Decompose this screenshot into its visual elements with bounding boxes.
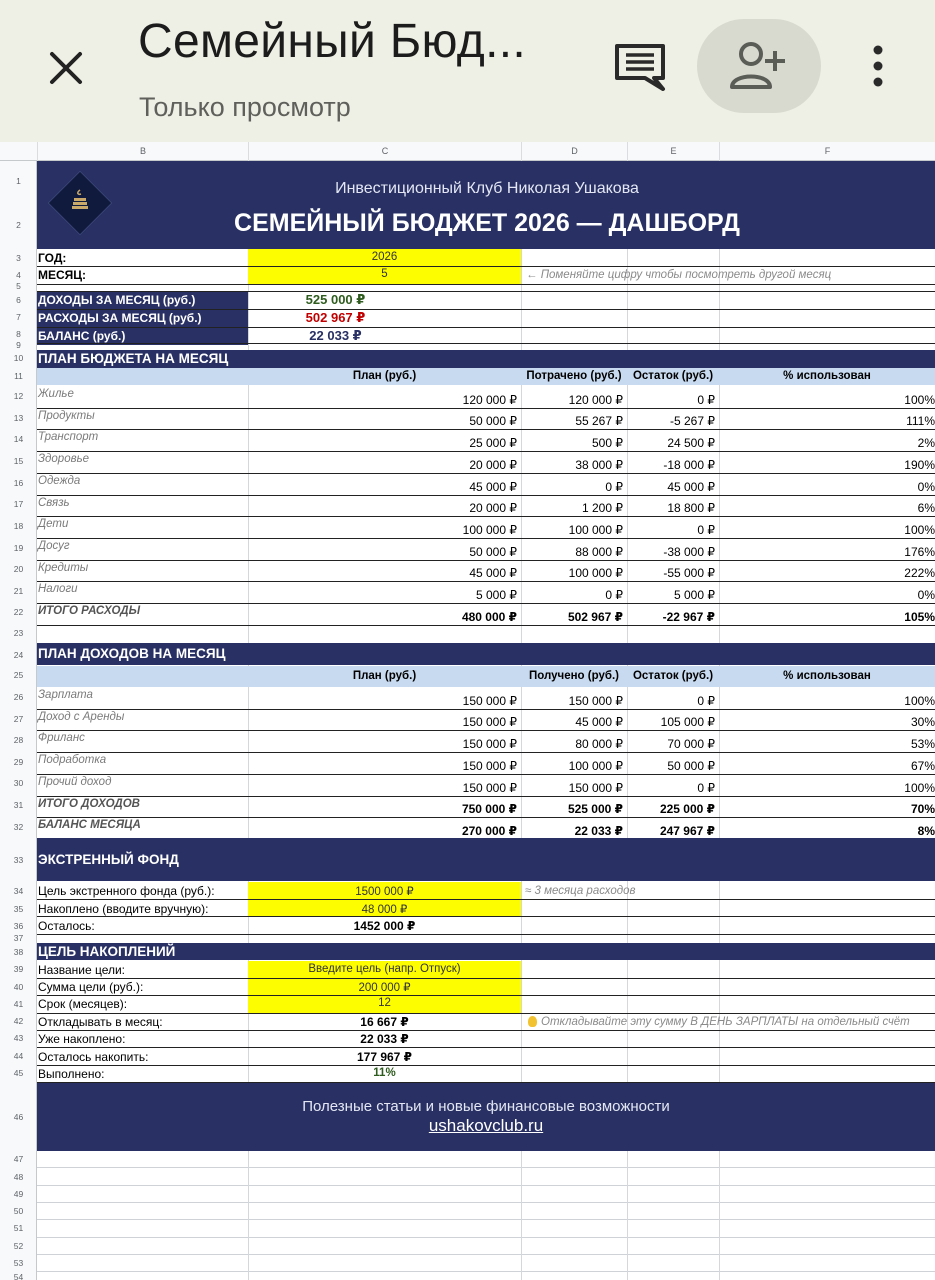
row-plan-value: 45 000 ₽ xyxy=(469,479,517,494)
row-plan-value: 750 000 ₽ xyxy=(461,802,517,817)
row-number[interactable]: 19 xyxy=(13,543,24,553)
row-category-name: Дети xyxy=(38,518,69,531)
expense-value: 502 967 ₽ xyxy=(305,310,366,325)
row-rest-value: 24 500 ₽ xyxy=(667,436,715,451)
emergency-saved-input[interactable]: 48 000 ₽ xyxy=(361,904,408,916)
grid-line xyxy=(521,1151,522,1280)
row-category-name: ИТОГО РАСХОДЫ xyxy=(38,605,141,617)
grid-line xyxy=(248,1151,249,1280)
row-percent-value: 100% xyxy=(904,522,935,537)
row-category-name: Кредиты xyxy=(38,561,89,574)
row-number[interactable]: 5 xyxy=(16,281,21,291)
grid-line xyxy=(37,995,935,996)
row-actual-value: 502 967 ₽ xyxy=(567,609,623,624)
close-button[interactable] xyxy=(40,42,92,94)
grid-line xyxy=(37,1254,935,1255)
row-rest-value: 0 ₽ xyxy=(697,693,715,708)
row-number[interactable]: 20 xyxy=(13,564,24,574)
expense-label: РАСХОДЫ ЗА МЕСЯЦ (руб.) xyxy=(37,310,248,327)
grid-line xyxy=(37,284,935,285)
grid-line xyxy=(37,1013,935,1014)
budget-section-title: ПЛАН БЮДЖЕТА НА МЕСЯЦ xyxy=(38,351,229,366)
row-actual-value: 525 000 ₽ xyxy=(567,802,623,817)
footer-link[interactable]: ushakovclub.ru xyxy=(428,1116,544,1135)
balance-value: 22 033 ₽ xyxy=(309,328,362,343)
savings-sum-label: Сумма цели (руб.): xyxy=(38,980,144,994)
emergency-goal-input[interactable]: 1500 000 ₽ xyxy=(355,886,414,898)
row-percent-value: 30% xyxy=(910,715,935,730)
row-number[interactable]: 6 xyxy=(16,295,21,305)
emergency-left-label: Осталось: xyxy=(38,919,95,933)
row-category-name: Прочий доход xyxy=(38,775,112,788)
grid-line xyxy=(37,1065,935,1066)
row-percent-value: 0% xyxy=(917,479,935,494)
row-number[interactable]: 12 xyxy=(13,391,24,401)
row-rest-value: 50 000 ₽ xyxy=(667,758,715,773)
row-actual-value: 150 000 ₽ xyxy=(568,693,623,708)
grid-line xyxy=(37,1237,935,1238)
savings-monthly-value: 16 667 ₽ xyxy=(360,1015,409,1029)
row-rest-value: 18 800 ₽ xyxy=(667,501,715,516)
row-plan-value: 150 000 ₽ xyxy=(462,737,517,752)
income-header-rest: Остаток (руб.) xyxy=(632,670,714,682)
comment-icon xyxy=(612,40,668,96)
column-header-e[interactable]: E xyxy=(627,142,719,161)
row-number[interactable]: 43 xyxy=(13,1033,24,1043)
row-number[interactable]: 51 xyxy=(13,1223,24,1233)
more-options-button[interactable] xyxy=(860,42,896,92)
savings-monthly-label: Откладывать в месяц: xyxy=(38,1015,163,1029)
row-number[interactable]: 14 xyxy=(13,434,24,444)
row-category-name: Продукты xyxy=(38,409,95,422)
grid-line xyxy=(37,1202,935,1203)
column-header-b[interactable]: B xyxy=(37,142,248,161)
income-label: ДОХОДЫ ЗА МЕСЯЦ (руб.) xyxy=(37,292,248,309)
row-actual-value: 0 ₽ xyxy=(605,588,623,602)
row-number[interactable]: 44 xyxy=(13,1051,24,1061)
row-category-name: Налоги xyxy=(38,583,78,596)
row-category-name: БАЛАНС МЕСЯЦА xyxy=(38,819,141,832)
income-header-pct: % использован xyxy=(783,670,871,682)
row-plan-value: 100 000 ₽ xyxy=(462,522,517,537)
row-number[interactable]: 7 xyxy=(16,312,21,322)
row-plan-value: 20 000 ₽ xyxy=(469,501,517,516)
budget-header-spent: Потрачено (руб.) xyxy=(526,370,622,382)
row-number[interactable]: 54 xyxy=(13,1272,24,1280)
grid-line xyxy=(719,1151,720,1280)
row-number[interactable]: 38 xyxy=(13,947,24,957)
coin-stack-icon xyxy=(62,185,98,221)
footer-text: Полезные статьи и новые финансовые возможности xyxy=(302,1098,670,1115)
grid-line xyxy=(627,1151,628,1280)
row-rest-value: -22 967 ₽ xyxy=(662,609,715,624)
row-plan-value: 25 000 ₽ xyxy=(469,436,517,451)
grid-line xyxy=(37,899,935,900)
grid-line xyxy=(37,560,935,561)
income-header-plan: План (руб.) xyxy=(352,670,417,682)
row-number[interactable]: 41 xyxy=(13,999,24,1009)
savings-section-title: ЦЕЛЬ НАКОПЛЕНИЙ xyxy=(38,944,176,959)
savings-name-input[interactable]: Введите цель (напр. Отпуск) xyxy=(308,963,461,975)
grid-line xyxy=(37,978,935,979)
row-rest-value: 45 000 ₽ xyxy=(667,479,715,494)
row-rest-value: -38 000 ₽ xyxy=(663,544,715,559)
row-plan-value: 150 000 ₽ xyxy=(462,693,517,708)
grid-line xyxy=(37,603,935,604)
row-actual-value: 55 267 ₽ xyxy=(575,414,623,429)
budget-header-pct: % использован xyxy=(783,370,871,382)
grid-line xyxy=(37,1167,935,1168)
row-headers xyxy=(0,161,37,1280)
row-category-name: Фриланс xyxy=(38,732,85,745)
savings-remaining-label: Осталось накопить: xyxy=(38,1050,149,1064)
row-number[interactable]: 24 xyxy=(13,650,24,660)
row-number[interactable]: 8 xyxy=(16,329,21,339)
budget-header-plan: План (руб.) xyxy=(352,370,417,382)
emergency-saved-label: Накоплено (вводите вручную): xyxy=(38,902,209,916)
row-plan-value: 5 000 ₽ xyxy=(476,588,517,602)
app-bar xyxy=(0,0,935,142)
row-number[interactable]: 9 xyxy=(16,340,21,350)
row-number[interactable]: 2 xyxy=(16,220,21,230)
row-number[interactable]: 1 xyxy=(16,176,21,186)
column-header-d[interactable]: D xyxy=(521,142,627,161)
comments-button[interactable] xyxy=(612,40,668,96)
row-rest-value: 247 967 ₽ xyxy=(659,823,715,838)
row-plan-value: 480 000 ₽ xyxy=(461,609,517,624)
row-number[interactable]: 42 xyxy=(13,1016,24,1026)
grid-line xyxy=(37,1271,935,1272)
row-number[interactable]: 31 xyxy=(13,800,24,810)
row-category-name: Жилье xyxy=(38,388,74,400)
row-number[interactable]: 22 xyxy=(13,607,24,617)
row-number[interactable]: 4 xyxy=(16,270,21,280)
budget-table-header xyxy=(37,368,935,385)
balance-label: БАЛАНС (руб.) xyxy=(37,328,248,345)
row-category-name: Доход с Аренды xyxy=(38,710,125,723)
row-number[interactable]: 47 xyxy=(13,1154,24,1164)
row-number[interactable]: 17 xyxy=(13,499,24,509)
emergency-goal-hint: ≈ 3 месяца расходов xyxy=(525,885,636,897)
grid-line xyxy=(37,1185,935,1186)
add-person-icon xyxy=(729,39,789,93)
row-rest-value: -55 000 ₽ xyxy=(663,566,715,581)
column-header-f[interactable]: F xyxy=(719,142,935,161)
month-input[interactable]: 5 xyxy=(381,268,388,280)
row-number[interactable]: 16 xyxy=(13,478,24,488)
savings-term-label: Срок (месяцев): xyxy=(38,997,128,1011)
row-number[interactable]: 37 xyxy=(13,933,24,943)
dashboard-title: СЕМЕЙНЫЙ БЮДЖЕТ 2026 — ДАШБОРД xyxy=(234,209,740,237)
row-category-name: Транспорт xyxy=(38,431,99,444)
row-percent-value: 67% xyxy=(910,758,935,773)
row-category-name: Одежда xyxy=(38,474,81,487)
row-plan-value: 270 000 ₽ xyxy=(461,823,517,838)
grid-line xyxy=(37,730,935,731)
lightbulb-icon xyxy=(528,1016,537,1027)
row-actual-value: 500 ₽ xyxy=(592,436,623,451)
row-number[interactable]: 26 xyxy=(13,692,24,702)
savings-done-value: 11% xyxy=(373,1067,396,1079)
row-actual-value: 100 000 ₽ xyxy=(568,522,623,537)
row-rest-value: 70 000 ₽ xyxy=(667,737,715,752)
row-category-name: Здоровье xyxy=(38,453,90,466)
row-percent-value: 2% xyxy=(917,436,935,451)
row-plan-value: 150 000 ₽ xyxy=(462,715,517,730)
savings-name-label: Название цели: xyxy=(38,963,126,977)
row-percent-value: 111% xyxy=(906,414,935,429)
grid-line xyxy=(37,266,935,267)
grid-line xyxy=(37,473,935,474)
row-percent-value: 222% xyxy=(904,566,935,581)
row-percent-value: 0% xyxy=(917,588,935,602)
row-actual-value: 100 000 ₽ xyxy=(568,566,623,581)
emergency-goal-label: Цель экстренного фонда (руб.): xyxy=(38,884,215,898)
view-only-label: Только просмотр xyxy=(139,92,351,122)
savings-monthly-hint: Откладывайте эту сумму В ДЕНЬ ЗАРПЛАТЫ на отдельный счёт xyxy=(541,1016,910,1028)
row-actual-value: 0 ₽ xyxy=(605,479,623,494)
row-percent-value: 100% xyxy=(904,693,935,708)
row-category-name: Связь xyxy=(38,496,70,509)
row-percent-value: 70% xyxy=(910,802,935,817)
income-table-header xyxy=(37,666,935,687)
row-percent-value: 176% xyxy=(904,544,935,559)
grid-line xyxy=(37,581,935,582)
row-category-name: Подработка xyxy=(38,754,107,767)
grid-line xyxy=(37,451,935,452)
row-plan-value: 120 000 ₽ xyxy=(462,392,517,407)
row-percent-value: 53% xyxy=(910,737,935,752)
row-percent-value: 100% xyxy=(904,392,935,407)
row-number[interactable]: 52 xyxy=(13,1241,24,1251)
row-number[interactable]: 32 xyxy=(13,822,24,832)
grid-line xyxy=(37,625,935,626)
row-number[interactable]: 28 xyxy=(13,735,24,745)
emergency-section-title: ЭКСТРЕННЫЙ ФОНД xyxy=(38,852,179,867)
close-icon xyxy=(40,42,92,94)
grid-line xyxy=(37,934,935,935)
row-percent-value: 190% xyxy=(904,457,935,472)
row-number[interactable]: 50 xyxy=(13,1206,24,1216)
row-number[interactable]: 21 xyxy=(13,586,24,596)
row-rest-value: 105 000 ₽ xyxy=(660,715,715,730)
grid-line xyxy=(37,538,935,539)
club-name: Инвестиционный Клуб Николая Ушакова xyxy=(335,180,639,197)
row-rest-value: -18 000 ₽ xyxy=(663,457,715,472)
savings-remaining-value: 177 967 ₽ xyxy=(356,1050,413,1064)
savings-already-value: 22 033 ₽ xyxy=(360,1032,409,1046)
row-plan-value: 150 000 ₽ xyxy=(462,780,517,795)
row-plan-value: 50 000 ₽ xyxy=(469,414,517,429)
row-actual-value: 120 000 ₽ xyxy=(568,392,623,407)
row-number[interactable]: 13 xyxy=(13,413,24,423)
more-vert-icon xyxy=(860,42,896,92)
row-percent-value: 8% xyxy=(917,823,935,838)
row-number[interactable]: 36 xyxy=(13,921,24,931)
savings-done-label: Выполнено: xyxy=(38,1067,105,1081)
share-button[interactable] xyxy=(697,19,821,113)
row-number[interactable]: 10 xyxy=(13,353,24,363)
grid-line xyxy=(37,429,935,430)
row-number[interactable]: 30 xyxy=(13,778,24,788)
row-number[interactable]: 27 xyxy=(13,714,24,724)
row-number[interactable]: 33 xyxy=(13,855,24,865)
year-label: ГОД: xyxy=(38,251,67,265)
row-number[interactable]: 45 xyxy=(13,1068,24,1078)
savings-sum-input[interactable]: 200 000 ₽ xyxy=(358,982,411,994)
document-title: Семейный Бюд... xyxy=(138,15,526,68)
row-actual-value: 88 000 ₽ xyxy=(575,544,623,559)
row-number[interactable]: 25 xyxy=(13,670,24,680)
row-category-name: Досуг xyxy=(38,539,70,552)
row-actual-value: 22 033 ₽ xyxy=(574,823,623,838)
row-actual-value: 80 000 ₽ xyxy=(575,737,623,752)
row-number[interactable]: 53 xyxy=(13,1258,24,1268)
income-section-title: ПЛАН ДОХОДОВ НА МЕСЯЦ xyxy=(38,646,226,661)
column-headers xyxy=(0,142,935,161)
row-number[interactable]: 34 xyxy=(13,886,24,896)
grid-line xyxy=(37,408,935,409)
row-number[interactable]: 49 xyxy=(13,1189,24,1199)
month-hint: ← Поменяйте цифру чтобы посмотреть другой месяц xyxy=(526,269,832,281)
row-actual-value: 1 200 ₽ xyxy=(582,501,623,516)
row-rest-value: 225 000 ₽ xyxy=(659,802,715,817)
row-number[interactable]: 18 xyxy=(13,521,24,531)
row-number[interactable]: 11 xyxy=(14,371,23,381)
grid-line xyxy=(37,709,935,710)
savings-term-input[interactable]: 12 xyxy=(378,997,391,1009)
year-input[interactable]: 2026 xyxy=(371,251,398,263)
grid-line xyxy=(37,817,935,818)
row-plan-value: 20 000 ₽ xyxy=(469,457,517,472)
grid-line xyxy=(37,796,935,797)
row-actual-value: 150 000 ₽ xyxy=(568,780,623,795)
row-rest-value: 5 000 ₽ xyxy=(674,588,715,602)
savings-already-label: Уже накоплено: xyxy=(38,1032,126,1046)
grid-line xyxy=(37,1030,935,1031)
row-plan-value: 50 000 ₽ xyxy=(469,544,517,559)
grid-line xyxy=(37,752,935,753)
spreadsheet-grid[interactable] xyxy=(37,161,935,1280)
row-actual-value: 100 000 ₽ xyxy=(568,758,623,773)
row-number[interactable]: 48 xyxy=(13,1172,24,1182)
income-header-received: Получено (руб.) xyxy=(528,670,620,682)
grid-line xyxy=(37,1047,935,1048)
grid-line xyxy=(37,343,935,344)
row-number[interactable]: 23 xyxy=(13,628,24,638)
row-percent-value: 100% xyxy=(904,780,935,795)
row-rest-value: -5 267 ₽ xyxy=(670,414,715,429)
row-number[interactable]: 29 xyxy=(13,757,24,767)
row-number[interactable]: 35 xyxy=(13,904,24,914)
row-rest-value: 0 ₽ xyxy=(697,392,715,407)
row-actual-value: 45 000 ₽ xyxy=(575,715,623,730)
row-number[interactable]: 15 xyxy=(13,456,24,466)
row-plan-value: 45 000 ₽ xyxy=(469,566,517,581)
row-number[interactable]: 3 xyxy=(16,253,21,263)
grid-line xyxy=(37,774,935,775)
column-header-c[interactable]: C xyxy=(248,142,521,161)
row-category-name: Зарплата xyxy=(38,689,93,701)
row-plan-value: 150 000 ₽ xyxy=(462,758,517,773)
emergency-left-value: 1452 000 ₽ xyxy=(353,919,416,933)
budget-header-rest: Остаток (руб.) xyxy=(632,370,714,382)
row-number[interactable]: 39 xyxy=(13,964,24,974)
grid-line xyxy=(37,495,935,496)
grid-line xyxy=(37,516,935,517)
grid-line xyxy=(37,1219,935,1220)
row-actual-value: 38 000 ₽ xyxy=(575,457,623,472)
row-rest-value: 0 ₽ xyxy=(697,780,715,795)
row-category-name: ИТОГО ДОХОДОВ xyxy=(38,797,140,810)
grid-line xyxy=(37,916,935,917)
row-percent-value: 105% xyxy=(904,609,935,624)
row-number[interactable]: 46 xyxy=(13,1112,24,1122)
row-number[interactable]: 40 xyxy=(13,982,24,992)
month-label: МЕСЯЦ: xyxy=(38,268,87,282)
row-percent-value: 6% xyxy=(917,501,935,516)
income-value: 525 000 ₽ xyxy=(305,292,366,307)
row-rest-value: 0 ₽ xyxy=(697,522,715,537)
